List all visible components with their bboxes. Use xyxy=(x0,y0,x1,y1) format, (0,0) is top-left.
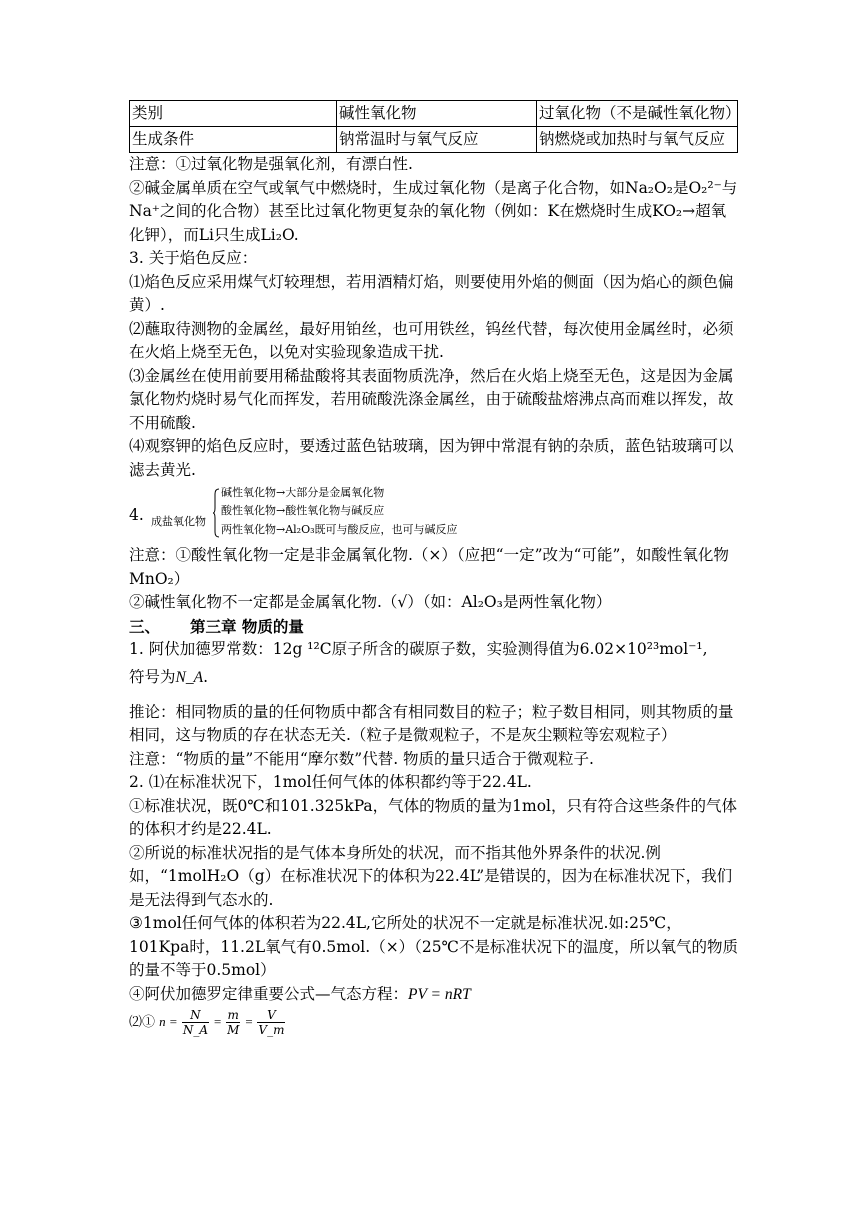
numerator: m xyxy=(227,1008,239,1022)
note-paragraph: 注意：①过氧化物是强氧化剂，有漂白性. xyxy=(129,155,413,173)
note-paragraph: ②碱性氧化物不一定都是金属氧化物.（√）（如：Al₂O₃是两性氧化物） xyxy=(129,593,612,611)
mole-formula: ⑵① n = $\frac{N}{N\_A}$ = $\frac{m}{M}$ = $\frac{V}{V\_m}$ xyxy=(129,1008,285,1037)
text-fragment: . xyxy=(203,667,209,686)
paragraph xyxy=(129,983,739,1007)
paragraph: 推论：相同物质的量的任何物质中都含有相同数目的粒子；粒子数目相同，则其物质的量相同，这与物质的存在状态无关.（粒子是微观粒子，不是灰尘颗粒等宏观粒子） xyxy=(129,702,734,744)
document-page xyxy=(129,100,739,1037)
table-cell: 钠燃烧或加热时与氧气反应 xyxy=(537,127,738,153)
formula-n: n = xyxy=(159,1014,178,1029)
classification-branch: 酸性氧化物→酸性氧化物与碱反应 xyxy=(221,504,385,517)
fraction xyxy=(182,1008,209,1037)
table-row xyxy=(130,127,738,153)
paragraph: 2. ⑴在标准状况下，1mol任何气体的体积都约等于22.4L. xyxy=(129,773,532,791)
denominator: N_A xyxy=(182,1023,208,1037)
text-fragment: ④阿伏加德罗定律重要公式—气态方程： xyxy=(129,984,409,1003)
paragraph: ②所说的标准状况指的是气体本身所处的状况，而不指其他外界条件的状况.例如，“1molH₂O（g）在标准状况下的体积为22.4L”是错误的，因为在标准状况下，我们是无法得到气态水的. xyxy=(129,843,733,909)
table-cell: 过氧化物（不是碱性氧化物） xyxy=(537,101,738,127)
paragraph: 1. 阿伏加德罗常数：12g ¹²C原子所含的碳原子数，实验测得值为6.02×10²³mol⁻¹, xyxy=(129,640,708,658)
paragraph: ⑶金属丝在使用前要用稀盐酸将其表面物质洗净，然后在火焰上烧至无色，这是因为金属氯化物灼烧时易气化而挥发，若用硫酸洗涤金属丝，由于硫酸盐熔沸点高而难以挥发，故不用硫酸. xyxy=(129,366,734,432)
classification-branch: 两性氧化物→Al₂O₃既可与酸反应，也可与碱反应 xyxy=(221,523,458,536)
chapter-number: 三、 xyxy=(129,616,161,636)
table-cell: 碱性氧化物 xyxy=(337,101,537,127)
paragraph: ③1mol任何气体的体积若为22.4L,它所处的状况不一定就是标准状况.如:25℃，101Kpa时，11.2L氧气有0.5mol.（×）（25℃不是标准状况下的温度，所以氧气的物质的量不等于0.5mol） xyxy=(129,914,738,979)
note-paragraph: 注意：“物质的量”不能用“摩尔数”代替. 物质的量只适合于微观粒子. xyxy=(129,749,594,768)
paragraph: ⑵蘸取待测物的金属丝，最好用铂丝，也可用铁丝，钨丝代替，每次使用金属丝时，必须在火焰上烧至无色，以免对实验现象造成干扰. xyxy=(129,319,734,361)
formula-prefix: ⑵① xyxy=(129,1015,156,1030)
classification-root: 成盐氧化物 xyxy=(151,515,206,528)
text-fragment: 符号为 xyxy=(129,667,176,686)
oxide-classification xyxy=(129,484,739,544)
classification-branch: 碱性氧化物→大部分是金属氧化物 xyxy=(221,486,385,499)
paragraph xyxy=(129,662,739,693)
chapter-heading xyxy=(129,615,739,639)
fraction xyxy=(257,1008,285,1037)
denominator: M xyxy=(227,1023,240,1037)
chapter-title: 第三章 物质的量 xyxy=(190,616,304,636)
brace-icon xyxy=(213,488,219,538)
paragraph: ①标准状况，既0℃和101.325kPa，气体的物质的量为1mol，只有符合这些条件的气体的体积才约是22.4L. xyxy=(129,796,738,838)
symbol-na: N_A xyxy=(175,668,204,686)
item-number: 4. xyxy=(129,506,144,524)
numerator: N xyxy=(182,1008,209,1023)
table-cell: 钠常温时与氧气反应 xyxy=(337,127,537,153)
paragraph: ⑴焰色反应采用煤气灯较理想，若用酒精灯焰，则要使用外焰的侧面（因为焰心的颜色偏黄）. xyxy=(129,272,734,314)
fraction xyxy=(226,1008,240,1037)
section-heading: 3. 关于焰色反应： xyxy=(129,249,258,267)
note-paragraph: 注意：①酸性氧化物一定是非金属氧化物.（×）（应把“一定”改为“可能”，如酸性氧化物MnO₂） xyxy=(129,546,729,588)
denominator: V_m xyxy=(258,1023,285,1037)
oxide-table xyxy=(129,100,741,153)
paragraph: ⑷观察钾的焰色反应时，要透过蓝色钴玻璃，因为钾中常混有钠的杂质，蓝色钴玻璃可以滤去黄光. xyxy=(129,437,734,479)
gas-equation: PV = nRT xyxy=(408,985,471,1003)
numerator: V xyxy=(257,1008,285,1023)
table-row xyxy=(130,101,738,127)
note-paragraph: ②碱金属单质在空气或氧气中燃烧时，生成过氧化物（是离子化合物，如Na₂O₂是O₂²⁻与Na⁺之间的化合物）甚至比过氧化物更复杂的氧化物（例如：K在燃烧时生成KO₂→超氧化钾），而Li只生成Li₂O. xyxy=(129,178,738,244)
table-cell: 类别 xyxy=(130,101,337,127)
table-cell: 生成条件 xyxy=(130,127,337,153)
